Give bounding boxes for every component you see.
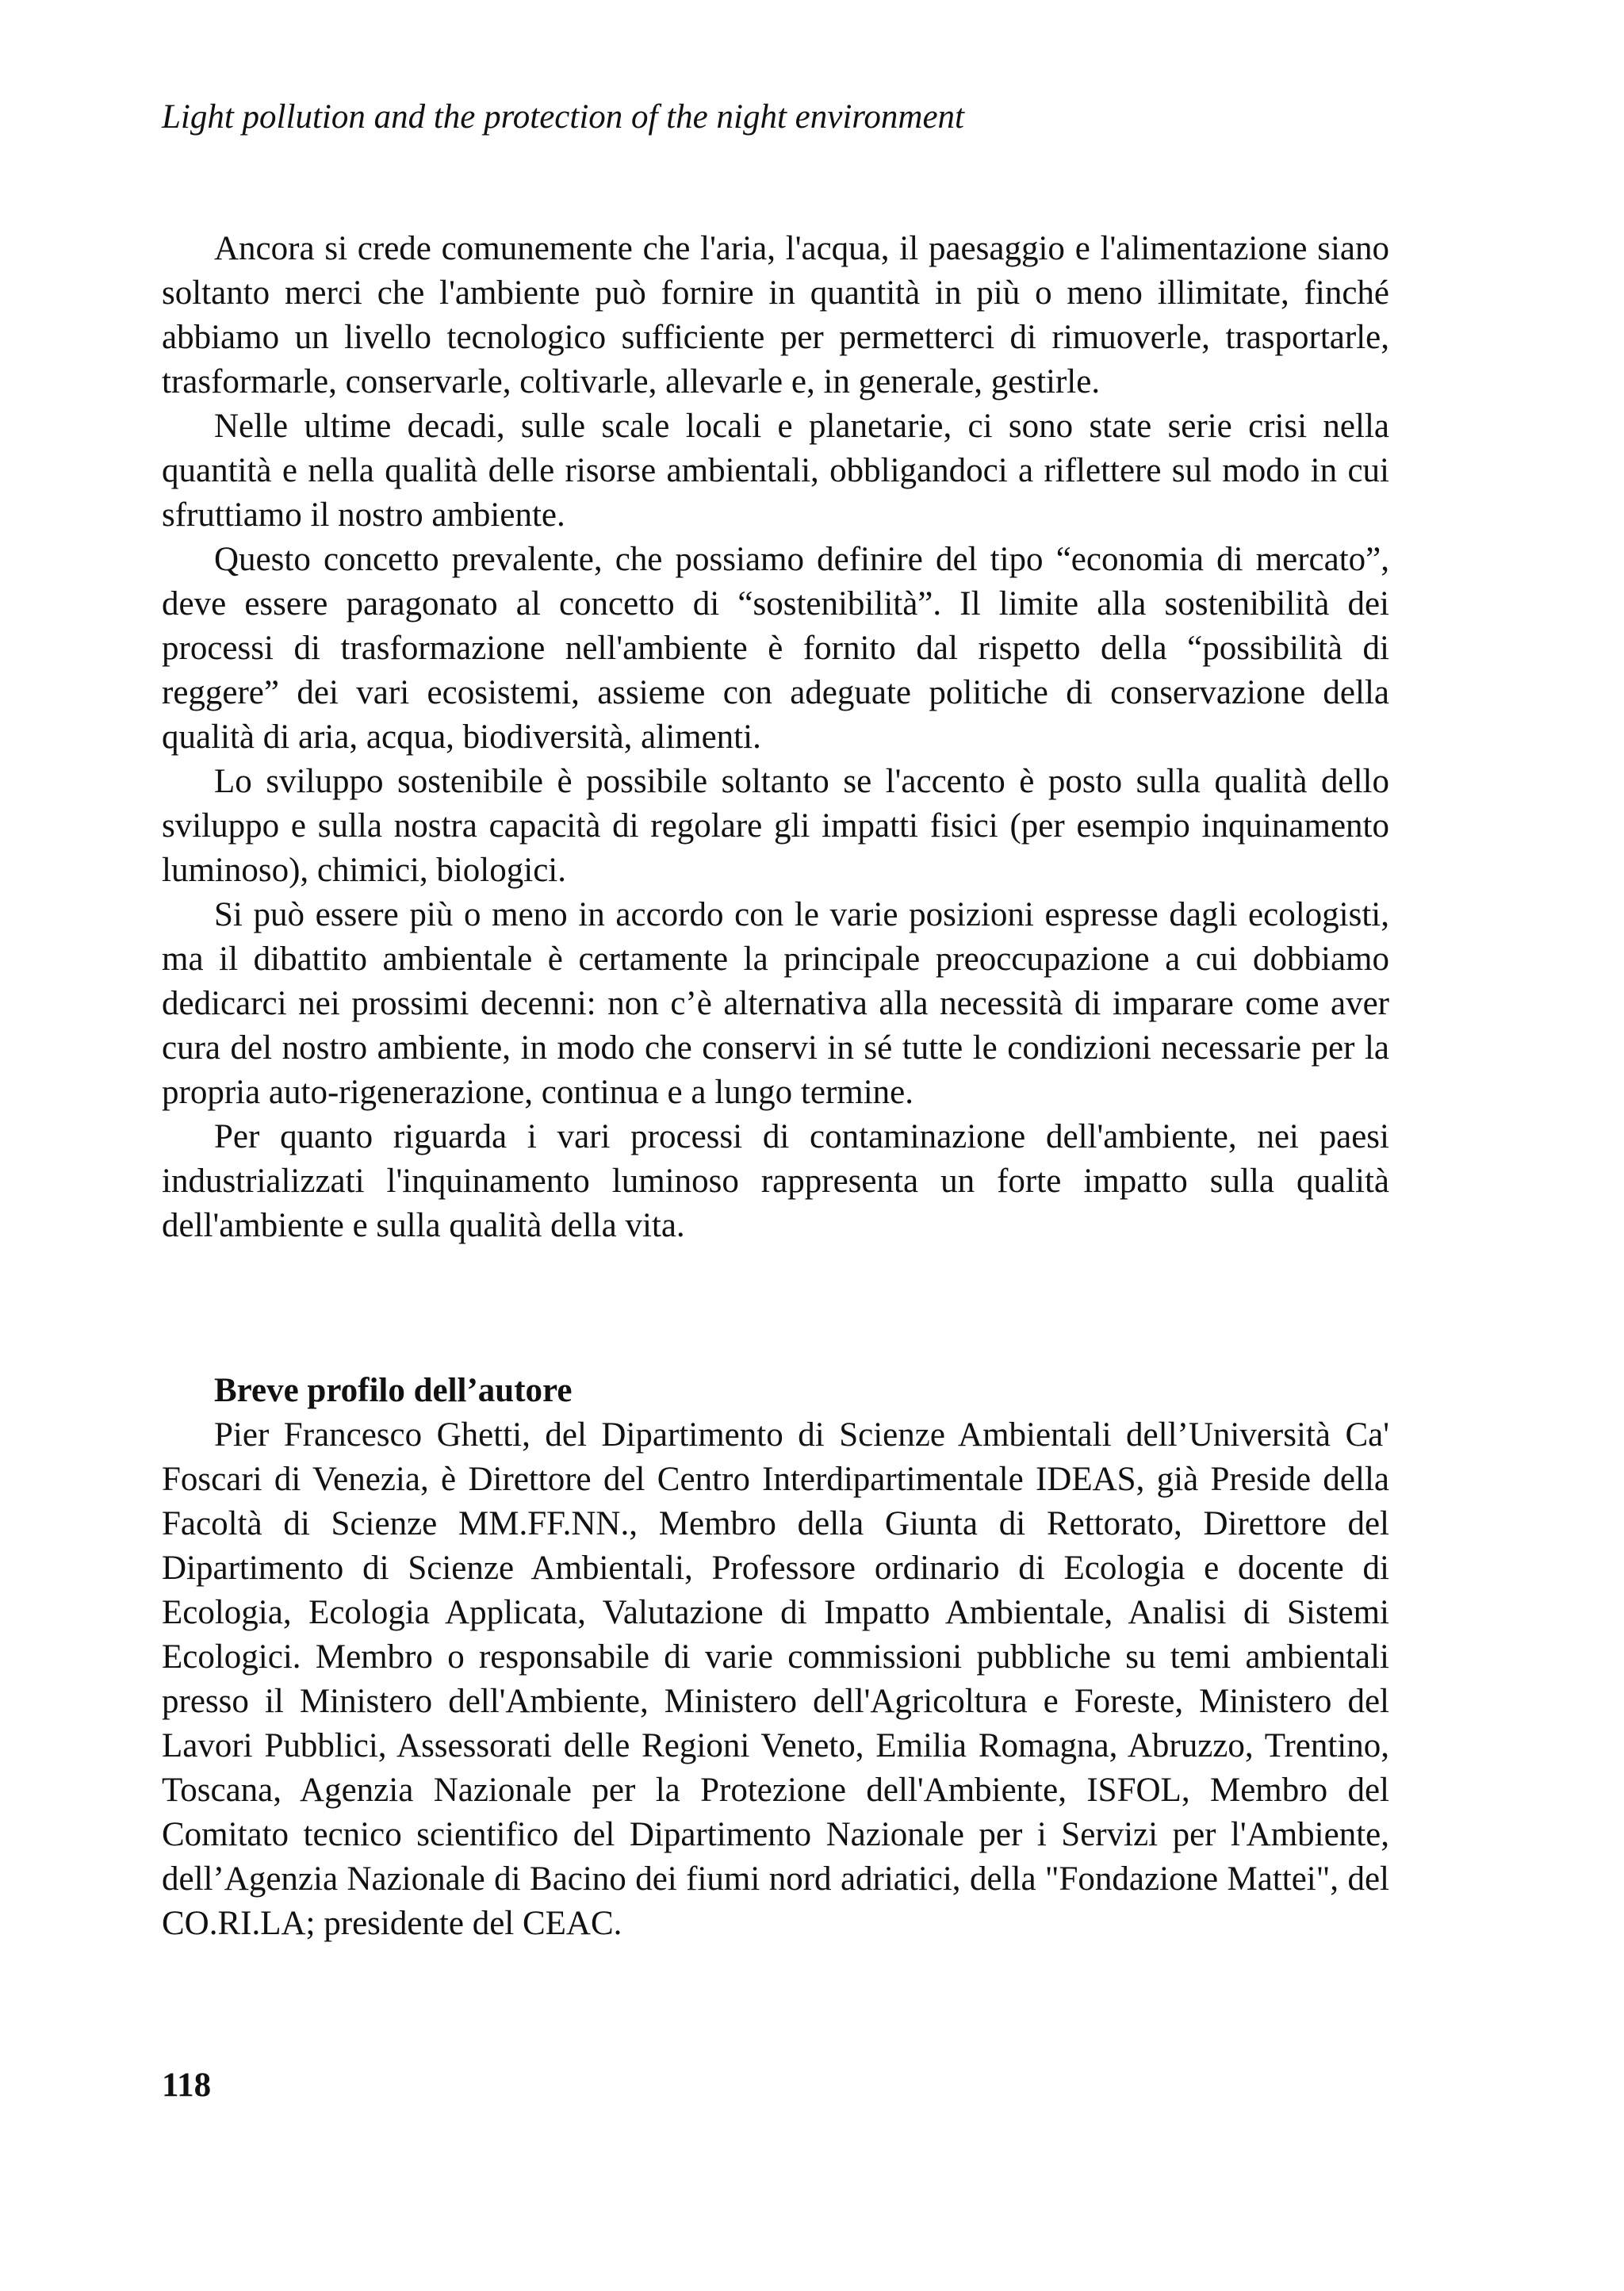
page-number: 118	[162, 2067, 212, 2104]
paragraph: Nelle ultime decadi, sulle scale locali e planetarie, ci sono state serie crisi nella quantità e nella qualità delle risorse ambientali, obbligandoci a riflettere sul modo in cui sfruttiamo il nostro ambiente.	[162, 408, 1389, 534]
paragraph: Ancora si crede comunemente che l'aria, l'acqua, il paesaggio e l'alimentazione siano soltanto merci che l'ambiente può fornire in quantità in più o meno illimitate, finché abbiamo un livello tecnologico sufficiente per permetterci di rimuoverle, trasportarle, trasformarle, conservarle, coltivarle, allevarle e, in generale, gestirle.	[162, 230, 1389, 400]
body-text	[162, 227, 1389, 1248]
paragraph: Questo concetto prevalente, che possiamo definire del tipo “economia di mercato”, deve essere paragonato al concetto di “sostenibilità”. Il limite alla sostenibilità dei processi di trasformazione nell'ambiente è fornito dal rispetto della “possibilità di reggere” dei vari ecosistemi, assieme con adeguate politiche di conservazione della qualità di aria, acqua, biodiversità, alimenti.	[162, 541, 1389, 756]
paragraph: Per quanto riguarda i vari processi di contaminazione dell'ambiente, nei paesi industrializzati l'inquinamento luminoso rappresenta un forte impatto sulla qualità dell'ambiente e sulla qualità della vita.	[162, 1118, 1389, 1244]
paragraph: Lo sviluppo sostenibile è possibile soltanto se l'accento è posto sulla qualità dello sviluppo e sulla nostra capacità di regolare gli impatti fisici (per esempio inquinamento luminoso), chimici, biologici.	[162, 763, 1389, 889]
author-bio: Pier Francesco Ghetti, del Dipartimento di Scienze Ambientali dell’Università Ca' Foscari di Venezia, è Direttore del Centro Interdipartimentale IDEAS, già Preside della Facoltà di Scienze MM.FF.NN., Membro della Giunta di Rettorato, Direttore del Dipartimento di Scienze Ambientali, Professore ordinario di Ecologia e docente di Ecologia, Ecologia Applicata, Valutazione di Impatto Ambientale, Analisi di Sistemi Ecologici. Membro o responsabile di varie commissioni pubbliche su temi ambientali presso il Ministero dell'Ambiente, Ministero dell'Agricoltura e Foreste, Ministero del Lavori Pubblici, Assessorati delle Regioni Veneto, Emilia Romagna, Abruzzo, Trentino, Toscana, Agenzia Nazionale per la Protezione dell'Ambiente, ISFOL, Membro del Comitato tecnico scientifico del Dipartimento Nazionale per i Servizi per l'Ambiente, dell’Agenzia Nazionale di Bacino dei fiumi nord adriatici, della "Fondazione Mattei", del CO.RI.LA; presidente del CEAC.	[162, 1416, 1389, 1942]
author-profile-section	[162, 1369, 1389, 1946]
running-header: Light pollution and the protection of the night environment	[162, 98, 964, 136]
section-heading: Breve profilo dell’autore	[214, 1372, 573, 1409]
paragraph: Si può essere più o meno in accordo con le varie posizioni espresse dagli ecologisti, ma il dibattito ambientale è certamente la principale preoccupazione a cui dobbiamo dedicarci nei prossimi decenni: non c’è alternativa alla necessità di imparare come aver cura del nostro ambiente, in modo che conservi in sé tutte le condizioni necessarie per la propria auto-rigenerazione, continua e a lungo termine.	[162, 896, 1389, 1111]
